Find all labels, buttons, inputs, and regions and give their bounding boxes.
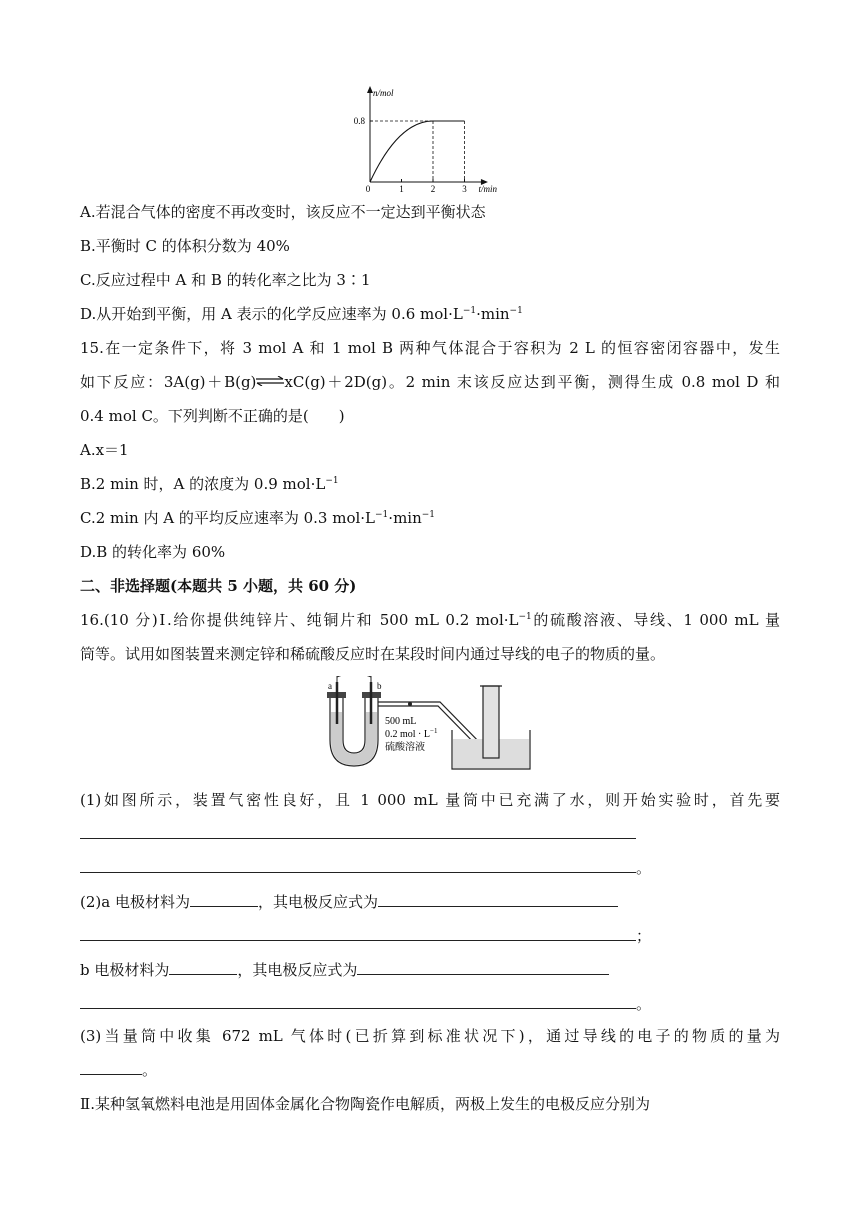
x-tick-label: 0: [365, 184, 371, 194]
y-tick-label: 0.8: [353, 116, 365, 126]
q15-stem-line1: 15.在一定条件下，将 3 mol A 和 1 mol B 两种气体混合于容积为 2 L 的恒容密闭容器中，发生: [80, 339, 780, 357]
q14-option-c: C.反应过程中 A 和 B 的转化率之比为 3∶1: [80, 271, 371, 289]
q16-stem-line1: 16.(10 分)Ⅰ.给你提供纯锌片、纯铜片和 500 mL 0.2 $mol\cdot L^{-1}$的硫酸溶液、导线、1 000 mL 量: [80, 611, 780, 629]
x-axis-label: t/min: [478, 184, 498, 194]
q15-option-c: C.2 min 内 A 的平均反应速率为 0.3 $mol\cdot L^{-1}\cdot\min^{-1}$: [80, 509, 436, 527]
q15-option-d: D.B 的转化率为 60%: [80, 543, 226, 561]
q15-stem-line3: 0.4 mol C。下列判断不正确的是( ): [80, 407, 345, 425]
answer-line-3: ；: [80, 924, 651, 946]
q15-option-a: A.x＝1: [80, 441, 129, 459]
q16-stem-line2: 筒等。试用如图装置来测定锌和稀硫酸反应时在某段时间内通过导线的电子的物质的量。: [80, 645, 666, 663]
y-axis-label: n/mol: [373, 88, 394, 98]
answer-line-1: [80, 822, 636, 844]
q16-part-ii: Ⅱ.某种氢氧燃料电池是用固体金属化合物陶瓷作电解质，两极上发生的电极反应分别为: [80, 1095, 650, 1113]
q16-part3: (3)当量筒中收集 672 mL 气体时(已折算到标准状况下)，通过导线的电子的物质的量为: [80, 1027, 780, 1045]
q15-option-b: B.2 min 时，A 的浓度为 0.9 $mol\cdot L^{-1}$: [80, 475, 339, 493]
x-tick-label: 1: [399, 184, 404, 194]
q16-part2-a: (2)a 电极材料为 ，其电极反应式为: [80, 890, 618, 912]
answer-line-5: 。: [80, 1058, 157, 1080]
series-curve-rise: [370, 121, 433, 182]
equilibrium-arrow-icon: [256, 376, 284, 386]
volume-label: 500 mL: [385, 716, 417, 727]
q16-part1: (1)如图所示，装置气密性良好，且 1 000 mL 量筒中已充满了水，则开始实验时，首先要: [80, 791, 780, 809]
solution-label: 硫酸溶液: [385, 742, 425, 753]
x-tick-label: 3: [462, 184, 467, 194]
q15-stem-line2: 如下反应：3A(g)＋B(g) xC(g)＋2D(g)。2 min 末该反应达到平衡，测得生成 0.8 mol D 和: [80, 373, 780, 391]
apparatus-figure: [0, 676, 860, 776]
q14-option-d: D.从开始到平衡，用 A 表示的化学反应速率为 0.6 $mol\cdot L^{-1}\cdot\min^{-1}$: [80, 305, 523, 323]
q14-option-b: B.平衡时 C 的体积分数为 40%: [80, 237, 290, 255]
q16-part2-b: b 电极材料为 ，其电极反应式为: [80, 958, 609, 980]
electrode-a-label: a: [328, 681, 332, 691]
electrode-b-label: b: [377, 681, 382, 691]
mole-time-chart: [0, 0, 860, 200]
section-heading: 二、非选择题(本题共 5 小题，共 60 分): [80, 577, 357, 595]
answer-line-2: 。: [80, 856, 651, 878]
x-tick-label: 2: [430, 184, 436, 194]
concentration-label: 0.2 mol · $L^{-1}$: [385, 727, 438, 740]
q14-option-a: A.若混合气体的密度不再改变时，该反应不一定达到平衡状态: [80, 203, 486, 221]
answer-line-4: 。: [80, 992, 651, 1014]
